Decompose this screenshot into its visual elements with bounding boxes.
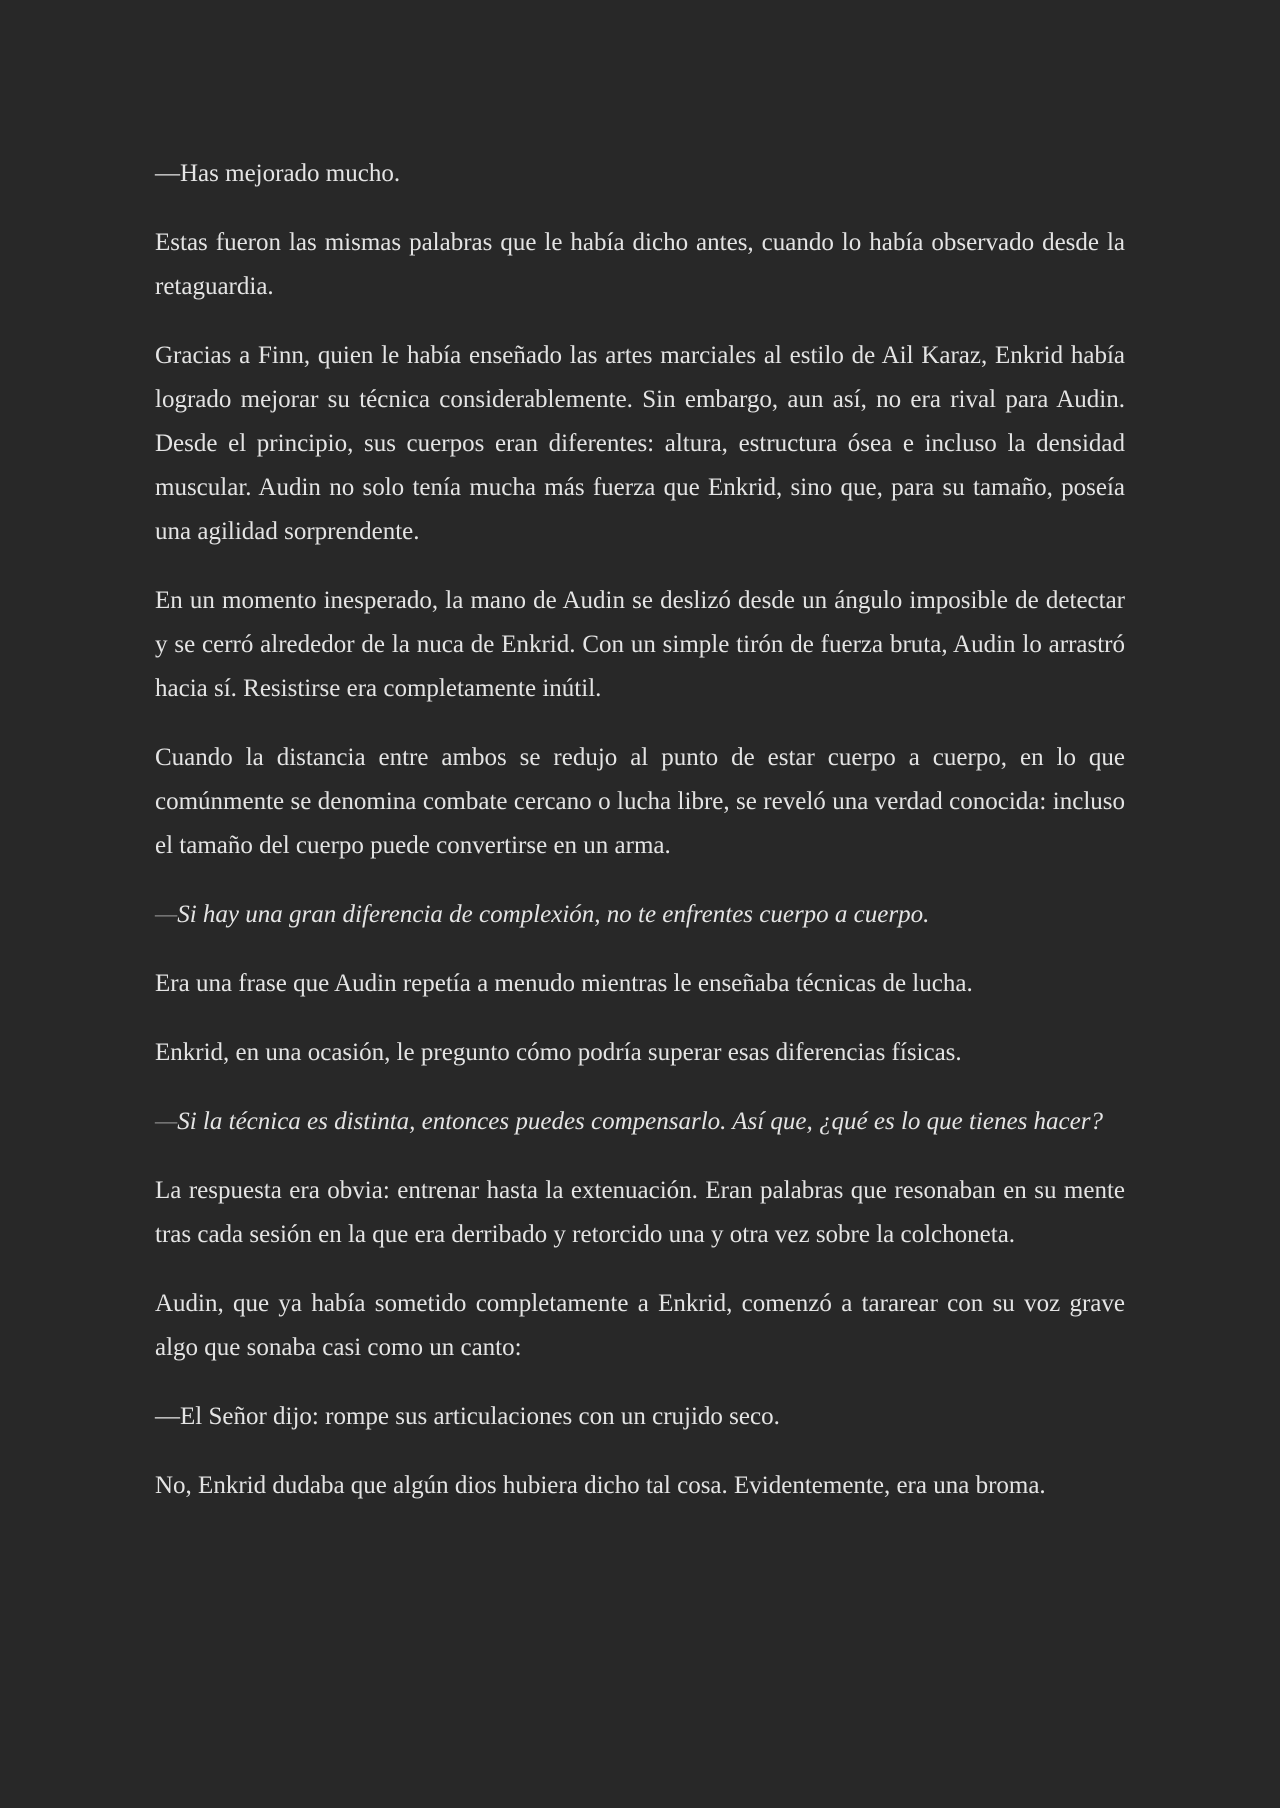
- quote-text: Si hay una gran diferencia de complexión, no te enfrentes cuerpo a cuerpo.: [177, 901, 930, 928]
- paragraph-12: —El Señor dijo: rompe sus articulaciones con un crujido seco.: [155, 1403, 780, 1430]
- quote-dash: —: [155, 901, 178, 928]
- paragraph-10: La respuesta era obvia: entrenar hasta la extenuación. Eran palabras que resonaban en su mente tras cada sesión en la que era derribado y retorcido una y otra vez sobre la colchoneta.: [155, 1177, 1125, 1248]
- paragraph-9-quote: [155, 1100, 1125, 1144]
- paragraph-6-quote: [155, 893, 1125, 937]
- quote-text: Si la técnica es distinta, entonces puedes compensarlo. Así que, ¿qué es lo que tienes hacer?: [177, 1108, 1103, 1135]
- paragraph-2: Estas fueron las mismas palabras que le había dicho antes, cuando lo había observado desde la retaguardia.: [155, 229, 1125, 300]
- paragraph-4: En un momento inesperado, la mano de Audin se deslizó desde un ángulo imposible de detectar y se cerró alrededor de la nuca de Enkrid. Con un simple tirón de fuerza bruta, Audin lo arrastró hacia sí. Resistirse era completamente inútil.: [155, 587, 1125, 702]
- paragraph-3: Gracias a Finn, quien le había enseñado las artes marciales al estilo de Ail Karaz, Enkrid había logrado mejorar su técnica considerablemente. Sin embargo, aun así, no era rival para Audin. Desde el principio, sus cuerpos eran diferentes: altura, estructura ósea e incluso la densidad muscular. Audin no solo tenía mucha más fuerza que Enkrid, sino que, para su tamaño, poseía una agilidad sorprendente.: [155, 342, 1125, 545]
- paragraph-8: Enkrid, en una ocasión, le pregunto cómo podría superar esas diferencias físicas.: [155, 1039, 962, 1066]
- paragraph-7: Era una frase que Audin repetía a menudo mientras le enseñaba técnicas de lucha.: [155, 970, 973, 997]
- paragraph-11: Audin, que ya había sometido completamente a Enkrid, comenzó a tararear con su voz grave algo que sonaba casi como un canto:: [155, 1290, 1125, 1361]
- paragraph-5: Cuando la distancia entre ambos se redujo al punto de estar cuerpo a cuerpo, en lo que comúnmente se denomina combate cercano o lucha libre, se reveló una verdad conocida: incluso el tamaño del cuerpo puede convertirse en un arma.: [155, 744, 1125, 859]
- quote-dash: —: [155, 1108, 178, 1135]
- paragraph-13: No, Enkrid dudaba que algún dios hubiera dicho tal cosa. Evidentemente, era una broma.: [155, 1472, 1046, 1499]
- paragraph-1: —Has mejorado mucho.: [155, 160, 401, 187]
